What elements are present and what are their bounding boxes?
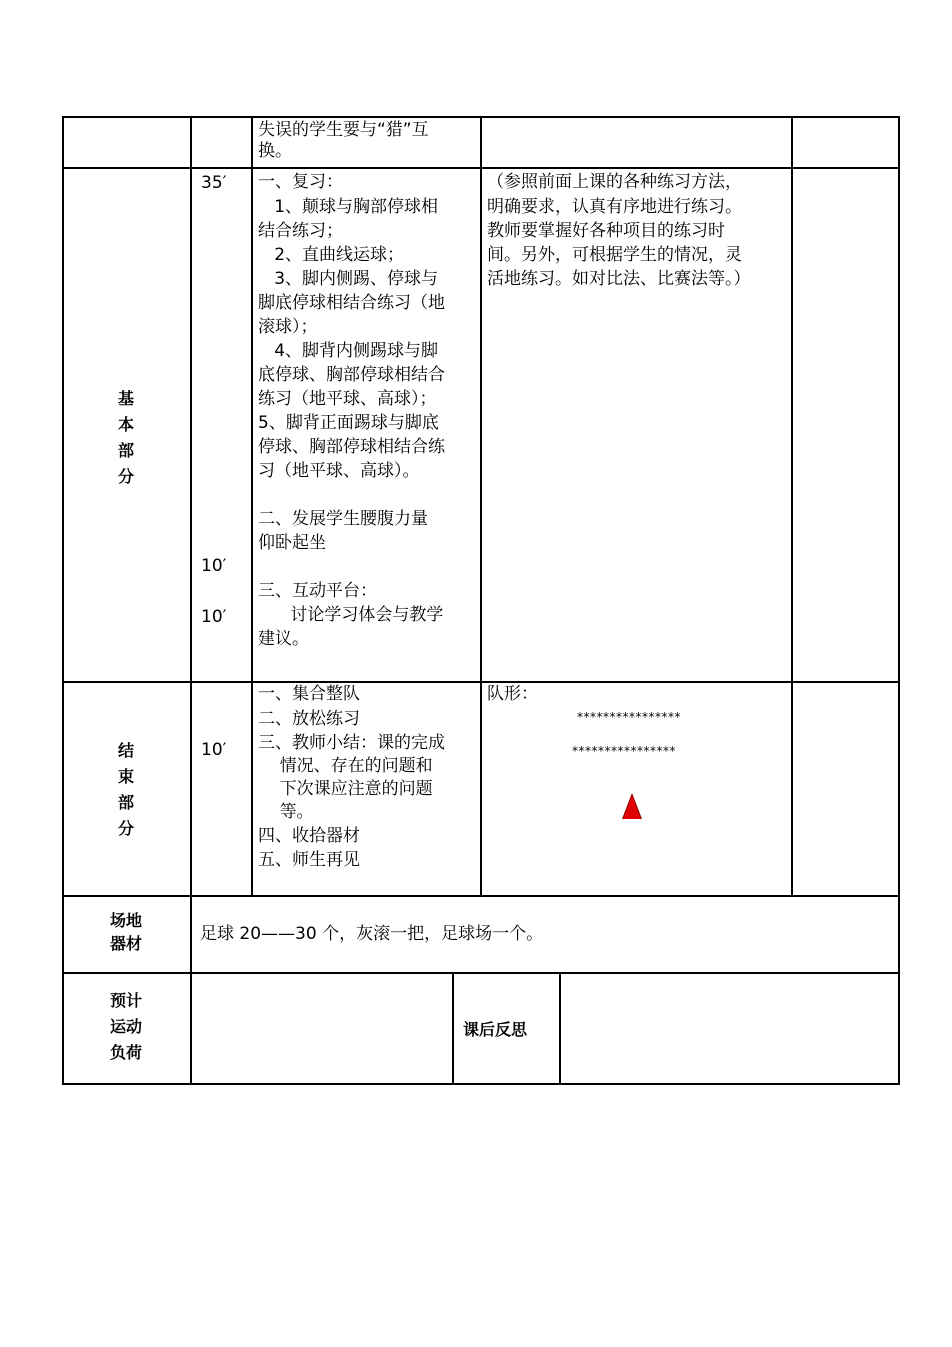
method-line: 间。另外，可根据学生的情况，灵 [487, 245, 742, 265]
time-value: 10′ [201, 740, 227, 760]
column-divider [559, 972, 561, 1085]
student-row: **************** [577, 710, 681, 724]
content-line: 五、师生再见 [258, 850, 360, 870]
content-line: 下次课应注意的问题 [258, 779, 433, 799]
time-value: 10′ [201, 556, 227, 576]
content-line: 一、复习： [258, 172, 343, 192]
label-line: 负荷 [109, 1043, 142, 1062]
label-line: 运动 [109, 1017, 142, 1036]
content-line: 三、教师小结：课的完成 [258, 733, 445, 753]
load-label [62, 988, 190, 1066]
content-line: 4、脚背内侧踢球与脚 [258, 341, 439, 361]
ending-section-label [62, 738, 190, 842]
ending-content [258, 683, 480, 870]
content-line: 情况、存在的问题和 [258, 756, 433, 776]
column-divider [190, 116, 192, 1085]
content-line: 讨论学习体会与教学 [258, 605, 444, 625]
row-divider [62, 972, 900, 974]
teacher-marker-fill [623, 795, 641, 819]
content-line: 5、脚背正面踢球与脚底 [258, 413, 439, 433]
basic-method [487, 171, 792, 289]
content-line: 练习（地平球、高球）； [258, 389, 437, 409]
label-char: 基 [117, 389, 134, 408]
label-char: 部 [117, 441, 134, 460]
content-line: 底停球、胸部停球相结合 [258, 365, 445, 385]
reflection-label: 课后反思 [463, 1020, 528, 1039]
column-divider [480, 116, 482, 897]
label-line: 场地 [109, 911, 142, 930]
method-line: 活地练习。如对比法、比赛法等。） [487, 269, 751, 289]
method-line: （参照前面上课的各种练习方法， [487, 172, 742, 192]
label-line: 器材 [109, 934, 142, 953]
label-char: 结 [117, 741, 134, 760]
content-line: 滚球）； [258, 317, 318, 337]
table-border-bottom [62, 1083, 900, 1085]
continued-content-line: 换。 [258, 141, 292, 161]
content-line [258, 556, 480, 579]
student-row: **************** [572, 744, 676, 758]
lesson-plan-table [62, 116, 900, 1085]
content-line: 3、脚内侧踢、停球与 [258, 269, 439, 289]
basic-content [258, 171, 480, 649]
method-line: 教师要掌握好各种项目的练习时 [487, 221, 725, 241]
content-line: 一、集合整队 [258, 684, 360, 704]
content-line: 脚底停球相结合练习（地 [258, 293, 445, 313]
content-line: 二、放松练习 [258, 709, 360, 729]
basic-section-label [62, 386, 190, 490]
label-char: 部 [117, 793, 134, 812]
content-line: 仰卧起坐 [258, 533, 326, 553]
content-line: 2、直曲线运球； [258, 245, 405, 265]
time-value: 35′ [201, 173, 227, 193]
content-line: 结合练习； [258, 221, 343, 241]
content-line [258, 484, 480, 507]
label-line: 预计 [109, 991, 142, 1010]
column-divider [452, 972, 454, 1085]
content-line: 习（地平球、高球）。 [258, 461, 420, 481]
label-char: 分 [117, 467, 134, 486]
table-border-right [898, 116, 900, 1085]
label-char: 分 [117, 819, 134, 838]
content-line: 停球、胸部停球相结合练 [258, 437, 445, 457]
content-line: 四、收拾器材 [258, 826, 360, 846]
venue-content: 足球 20——30 个，灰滚一把，足球场一个。 [200, 924, 544, 944]
time-value: 10′ [201, 607, 227, 627]
content-line: 1、颠球与胸部停球相 [258, 197, 439, 217]
content-line: 建议。 [258, 629, 309, 649]
content-line: 二、发展学生腰腹力量 [258, 509, 428, 529]
venue-label [62, 909, 190, 955]
content-line: 等。 [258, 802, 314, 822]
continued-content-line: 失误的学生要与“猎”互 [258, 120, 429, 140]
formation-label: 队形： [487, 684, 538, 704]
column-divider [251, 116, 253, 897]
method-line: 明确要求，认真有序地进行练习。 [487, 197, 742, 217]
label-char: 本 [117, 415, 134, 434]
content-line: 三、互动平台： [258, 581, 377, 601]
label-char: 束 [117, 767, 134, 786]
